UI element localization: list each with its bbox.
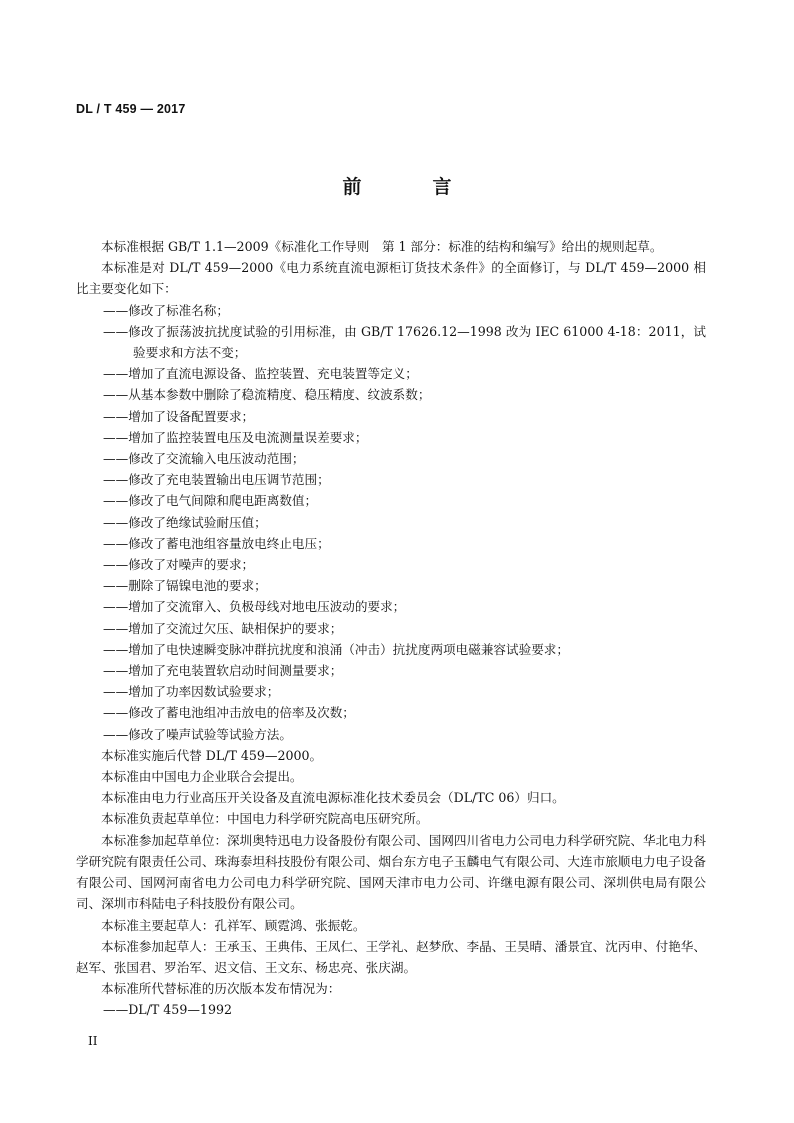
list-item: ——增加了充电装置软启动时间测量要求；: [103, 663, 343, 679]
closing-paragraph: 本标准所代替标准的历次版本发布情况为：: [101, 981, 341, 997]
list-item: ——修改了蓄电池组冲击放电的倍率及次数；: [103, 705, 355, 721]
list-item: ——增加了交流过欠压、缺相保护的要求；: [103, 620, 343, 636]
closing-paragraph: 本标准负责起草单位：中国电力科学研究院高电压研究所。: [101, 811, 429, 827]
foreword-body: [76, 236, 706, 1021]
list-item: ——增加了直流电源设备、监控装置、充电装置等定义；: [103, 366, 418, 382]
changes-list: [76, 300, 706, 745]
closing-paragraph: 本标准由中国电力企业联合会提出。: [101, 769, 303, 785]
list-item: ——修改了电气间隙和爬电距离数值；: [103, 493, 318, 509]
list-item: ——修改了交流输入电压波动范围；: [103, 451, 305, 467]
list-item: ——修改了蓄电池组容量放电终止电压；: [103, 535, 330, 551]
closing-paragraph: 本标准实施后代替 DL/T 459—2000。: [101, 747, 323, 763]
list-item: ——增加了交流窜入、负极母线对地电压波动的要求；: [103, 599, 406, 615]
list-item: ——修改了充电装置输出电压调节范围；: [103, 472, 330, 488]
list-item: ——修改了振荡波抗扰度试验的引用标准，由 GB/T 17626.12—1998 改为 IEC 61000 4-18：2011，试验要求和方法不变；: [103, 323, 706, 361]
list-item: ——DL/T 459—1992: [103, 1002, 232, 1018]
history-list: [76, 999, 706, 1020]
standard-code-header: DL / T 459 — 2017: [76, 102, 186, 116]
page-title: 前 言: [342, 176, 478, 198]
closing-paragraph: 本标准由电力行业高压开关设备及直流电源标准化技术委员会（DL/TC 06）归口。: [101, 790, 565, 806]
list-item: ——增加了设备配置要求；: [103, 408, 255, 424]
list-item: ——修改了标准名称；: [103, 302, 229, 318]
closing-paragraph: 本标准主要起草人：孔祥军、顾霓鸿、张振乾。: [101, 917, 366, 933]
list-item: ——删除了镉镍电池的要求；: [103, 578, 267, 594]
closing-paragraph: 本标准参加起草人：王承玉、王典伟、王凤仁、王学礼、赵梦欣、李晶、王昊晴、潘景宜、沈丙申、付艳华、赵军、张国君、罗治军、迟文信、王文东、杨忠亮、张庆湖。: [76, 938, 706, 975]
intro-paragraph: 本标准根据 GB/T 1.1—2009《标准化工作导则 第 1 部分：标准的结构和编写》给出的规则起草。: [101, 239, 663, 254]
closing-paragraph: 本标准参加起草单位：深圳奥特迅电力设备股份有限公司、国网四川省电力公司电力科学研究院、华北电力科学研究院有限责任公司、珠海泰坦科技股份有限公司、烟台东方电子玉麟电气有限公司、大连市旅顺电力电子设备有限公司、国网河南省电力公司电力科学研究院、国网天津市电力公司、许继电源有限公司、深圳供电局有限公司、深圳市科陆电子科技股份有限公司。: [76, 832, 706, 912]
list-item: ——增加了功率因数试验要求；: [103, 684, 280, 700]
list-item: ——从基本参数中删除了稳流精度、稳压精度、纹波系数；: [103, 387, 431, 403]
page-number: II: [88, 1034, 98, 1048]
intro-paragraph: 本标准是对 DL/T 459—2000《电力系统直流电源柜订货技术条件》的全面修订，与 DL/T 459—2000 相比主要变化如下：: [76, 260, 706, 297]
list-item: ——增加了电快速瞬变脉冲群抗扰度和浪涌（冲击）抗扰度两项电磁兼容试验要求；: [103, 641, 569, 657]
list-item: ——增加了监控装置电压及电流测量误差要求；: [103, 429, 368, 445]
list-item: ——修改了对噪声的要求；: [103, 557, 255, 573]
list-item: ——修改了噪声试验等试验方法。: [103, 726, 292, 742]
list-item: ——修改了绝缘试验耐压值；: [103, 514, 267, 530]
